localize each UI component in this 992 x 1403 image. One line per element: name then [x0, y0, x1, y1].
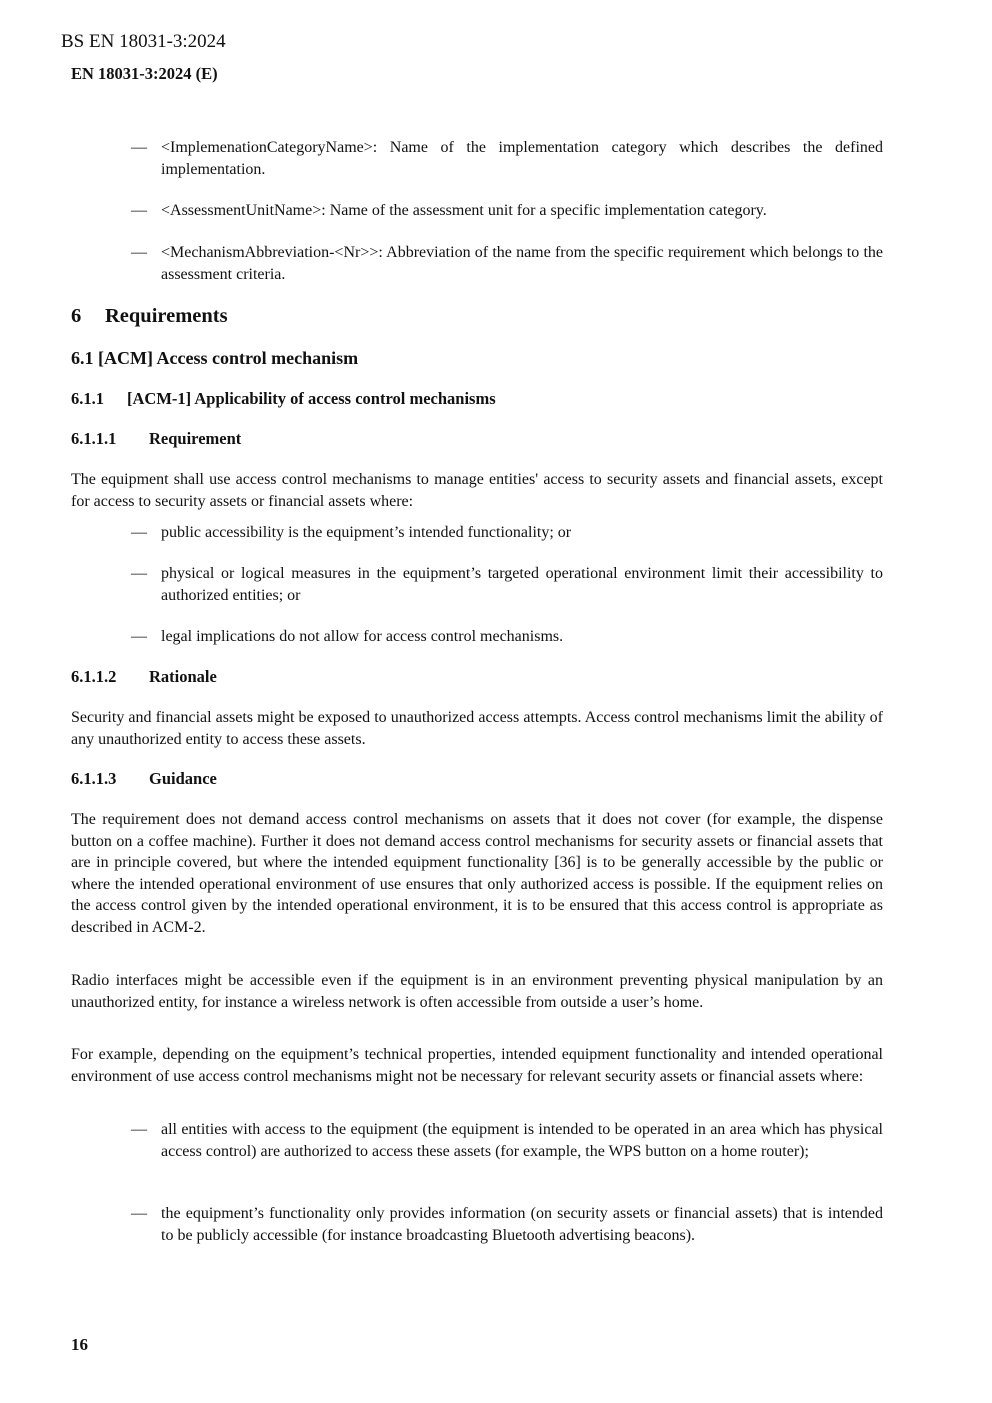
dash-bullet: —: [131, 565, 147, 582]
dash-bullet: —: [131, 524, 147, 541]
section-title: Requirement: [149, 429, 242, 448]
list-item-text: physical or logical measures in the equipment’s targeted operational environment limit their accessibility to authorized entities; or: [161, 565, 883, 604]
section-6-1-1-2-heading: [71, 667, 217, 687]
list-item-text: the equipment’s functionality only provides information (on security assets or financial assets) that is intended to be publicly accessible (for instance broadcasting Bluetooth advertising beacons).: [161, 1205, 883, 1244]
list-item: [131, 242, 883, 285]
list-item: [131, 563, 883, 606]
list-item-text: <MechanismAbbreviation-<Nr>>: Abbreviation of the name from the specific requirement which belongs to the assessment criteria.: [161, 244, 883, 283]
section-number: 6.1.1.1: [71, 429, 117, 448]
list-item: [131, 1119, 883, 1162]
guidance-paragraph-1: The requirement does not demand access control mechanisms on assets that it does not cover (for example, the dispense button on a coffee machine). Further it does not demand access control mechanisms for security assets or financial assets that are in principle covered, but where the intended equipment functionality [36] is to be generally accessible by the public or where the intended operational environment of use ensures that only authorized access is possible. If the equipment relies on the access control given by the intended operational environment, it is to be ensured that this access control is appropriate as described in ACM-2.: [71, 811, 883, 936]
standard-id-header: BS EN 18031-3:2024: [61, 31, 226, 52]
section-6-1-1-3-heading: [71, 769, 217, 789]
list-item: [131, 200, 883, 222]
section-6-1-1-1-heading: [71, 429, 241, 449]
list-item-text: all entities with access to the equipment (the equipment is intended to be operated in an area which has physical access control) are authorized to access these assets (for example, the WPS button on a home router);: [161, 1121, 883, 1160]
en-id-header: EN 18031-3:2024 (E): [71, 64, 218, 83]
section-number: 6.1.1.2: [71, 667, 117, 686]
list-item-text: <AssessmentUnitName>: Name of the assessment unit for a specific implementation category.: [161, 202, 767, 219]
dash-bullet: —: [131, 1205, 147, 1222]
list-item: [131, 137, 883, 180]
dash-bullet: —: [131, 628, 147, 645]
section-title: [ACM-1] Applicability of access control mechanisms: [127, 389, 496, 408]
section-number: 6.1.1.3: [71, 769, 117, 788]
dash-bullet: —: [131, 139, 147, 156]
section-title: Guidance: [149, 769, 217, 788]
section-6-1-heading: 6.1 [ACM] Access control mechanism: [71, 348, 359, 368]
guidance-paragraph-3: For example, depending on the equipment’s technical properties, intended equipment functionality and intended operational environment of use access control mechanisms might not be necessary for relevant security assets or financial assets where:: [71, 1046, 883, 1085]
section-title: Requirements: [105, 305, 228, 327]
list-item-text: public accessibility is the equipment’s intended functionality; or: [161, 524, 572, 541]
dash-bullet: —: [131, 202, 147, 219]
dash-bullet: —: [131, 244, 147, 261]
section-6-1-1-heading: [71, 389, 496, 409]
dash-bullet: —: [131, 1121, 147, 1138]
requirement-paragraph: The equipment shall use access control mechanisms to manage entities' access to security assets and financial assets, except for access to security assets or financial assets where:: [71, 471, 883, 510]
list-item: [131, 1203, 883, 1246]
section-number: 6.1.1: [71, 389, 104, 408]
list-item-text: <ImplemenationCategoryName>: Name of the implementation category which describes the defined implementation.: [161, 139, 883, 178]
section-6-heading: [71, 305, 228, 328]
section-number: 6: [71, 305, 82, 327]
list-item: [131, 626, 883, 648]
page-number: 16: [71, 1335, 88, 1354]
guidance-paragraph-2: Radio interfaces might be accessible even if the equipment is in an environment preventing physical manipulation by an unauthorized entity, for instance a wireless network is often accessible from outside a user’s home.: [71, 972, 883, 1011]
list-item: [131, 522, 883, 544]
section-title: Rationale: [149, 667, 217, 686]
list-item-text: legal implications do not allow for access control mechanisms.: [161, 628, 564, 645]
rationale-paragraph: Security and financial assets might be exposed to unauthorized access attempts. Access control mechanisms limit the ability of any unauthorized entity to access these assets.: [71, 709, 883, 748]
